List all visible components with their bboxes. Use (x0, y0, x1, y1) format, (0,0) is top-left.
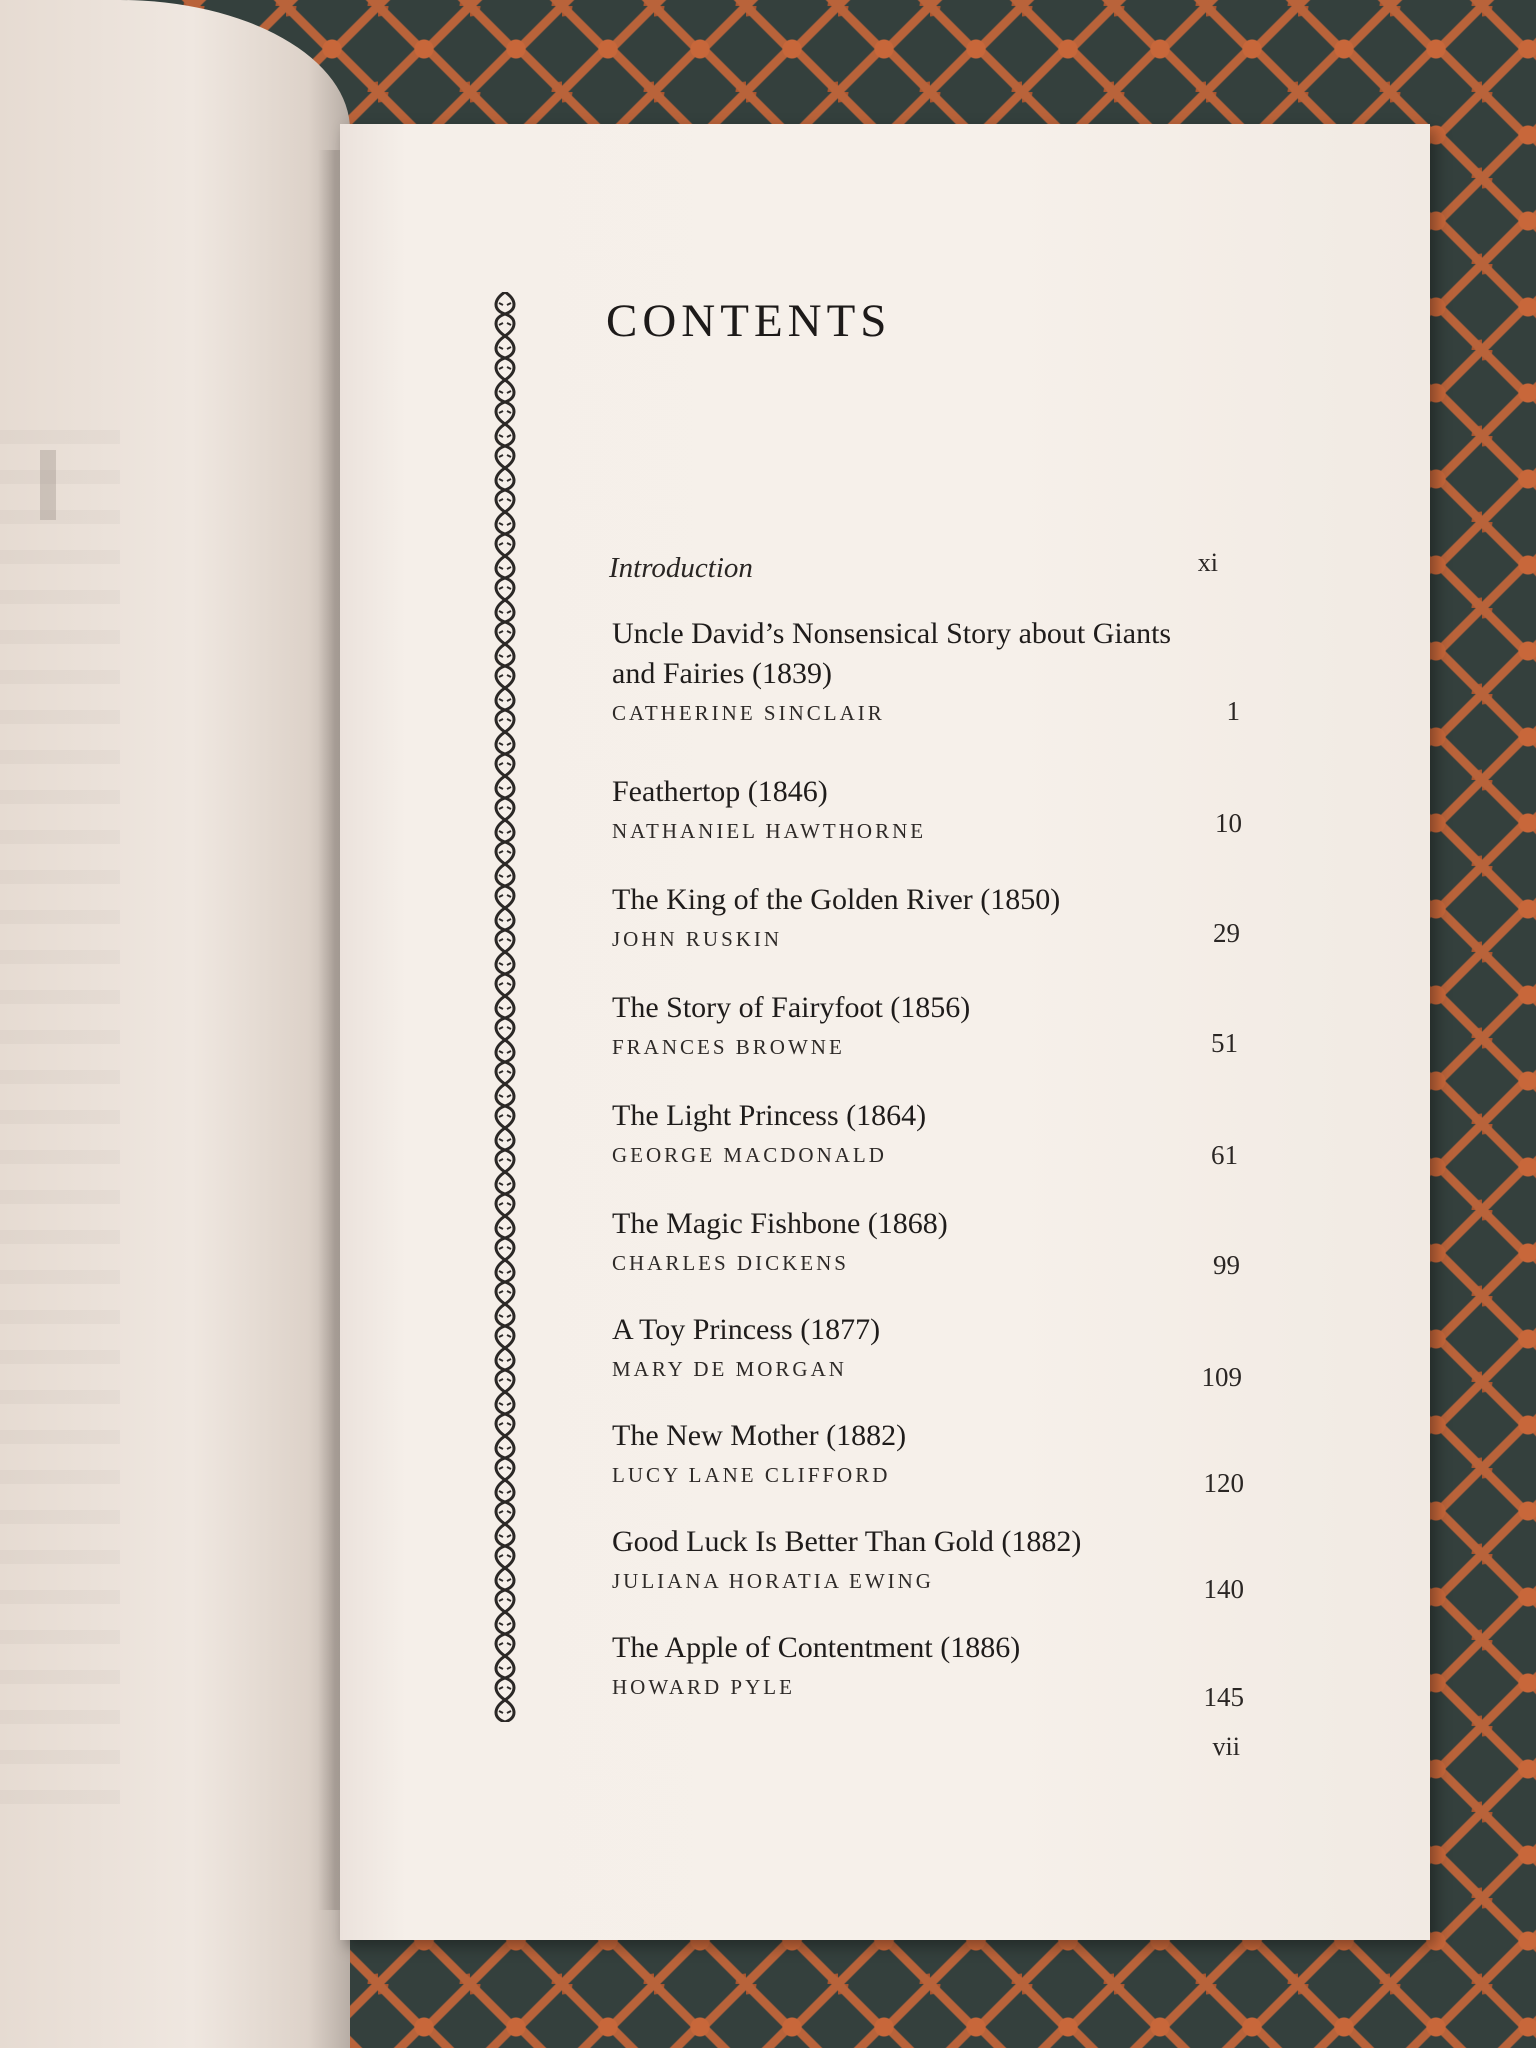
story-page-number: 61 (1211, 1140, 1238, 1170)
story-author: JOHN RUSKIN (612, 927, 783, 951)
story-page-number: 109 (1201, 1362, 1242, 1392)
toc-entry (612, 1204, 1172, 1276)
story-page-number: 99 (1213, 1250, 1240, 1280)
story-title: The Apple of Contentment (1886) (612, 1631, 1021, 1664)
story-page-number: 120 (1203, 1468, 1244, 1498)
toc-entry (612, 1096, 1172, 1168)
story-page-number: 10 (1215, 808, 1242, 838)
story-title: Good Luck Is Better Than Gold (1882) (612, 1525, 1082, 1558)
folio-page-number: vii (1212, 1732, 1240, 1761)
contents-heading: CONTENTS (606, 295, 892, 347)
story-page-number: 145 (1203, 1682, 1244, 1712)
toc-entry (612, 1416, 1172, 1488)
toc-entry (612, 1628, 1172, 1700)
left-page (0, 0, 350, 2048)
story-title: The Light Princess (1864) (612, 1099, 927, 1132)
story-page-number: 140 (1203, 1574, 1244, 1604)
toc-entry (612, 1310, 1172, 1382)
story-title: A Toy Princess (1877) (612, 1313, 881, 1346)
introduction-title: Introduction (609, 552, 753, 584)
story-page-number: 51 (1211, 1028, 1238, 1058)
introduction-page-text: xi (1197, 548, 1218, 577)
story-author: MARY DE MORGAN (612, 1357, 847, 1381)
toc-entry (612, 880, 1172, 952)
story-title: The Story of Fairyfoot (1856) (612, 991, 971, 1024)
story-page-number: 1 (1226, 696, 1240, 726)
toc-entry (612, 1522, 1172, 1594)
story-page-number: 29 (1213, 918, 1240, 948)
story-author: CATHERINE SINCLAIR (612, 701, 885, 725)
story-title: The Magic Fishbone (1868) (612, 1207, 948, 1240)
toc-entry (612, 772, 1172, 844)
show-through-drop-cap (40, 450, 56, 520)
show-through-text (0, 430, 120, 1810)
story-author: LUCY LANE CLIFFORD (612, 1463, 891, 1487)
story-author: JULIANA HORATIA EWING (612, 1569, 934, 1593)
story-author: FRANCES BROWNE (612, 1035, 845, 1059)
decorative-vine-border-icon (490, 292, 520, 1722)
story-author: GEORGE MACDONALD (612, 1143, 887, 1167)
toc-entry (612, 614, 1172, 726)
story-author: NATHANIEL HAWTHORNE (612, 819, 927, 843)
story-title: Feathertop (1846) (612, 775, 828, 808)
story-title: The King of the Golden River (1850) (612, 883, 1061, 916)
toc-entry (612, 988, 1172, 1060)
story-author: CHARLES DICKENS (612, 1251, 849, 1275)
story-title: Uncle David’s Nonsensical Story about Giants and Fairies (1839) (612, 617, 1172, 690)
story-author: HOWARD PYLE (612, 1675, 795, 1699)
story-title: The New Mother (1882) (612, 1419, 907, 1452)
